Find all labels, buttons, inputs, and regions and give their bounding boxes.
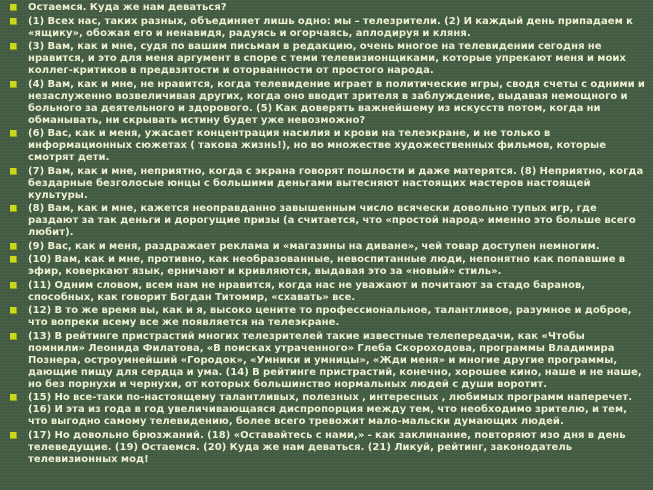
paragraph-text: (3) Вам, как и мне, судя по вашим письмам в редакцию, очень многое на телевидении сегодня не нравится, и это для меня аргумент в споре с теми телевизионщиками, которые упрекают меня и моих коллег-критиков в предвзятости и оторванности от простого народа. xyxy=(28,41,626,76)
square-bullet-icon xyxy=(10,43,17,50)
paragraph-text: (10) Вам, как и мне, противно, как необразованные, невоспитанные люди, непонятно как попавшие в эфир, коверкают язык, ерничают и кривляются, выдавая это за «новый» стиль». xyxy=(28,254,626,277)
paragraph-4 xyxy=(8,128,645,164)
paragraph-text: (9) Вас, как и меня, раздражает реклама и «магазины на диване», чей товар доступен немногим. xyxy=(28,240,600,252)
paragraph-10 xyxy=(8,305,645,329)
paragraph-11 xyxy=(8,331,645,391)
paragraph-text: (13) В рейтинге пристрастий многих телезрителей такие известные телепередачи, как «Чтобы помнили» Леонида Филатова, «В поисках утраченного» Глеба Скороходова, программы Владимира Познера, остроумнейший «Городок», «Умники и умницы», «Жди меня» и многие другие программы, дающие пищу для сердца и ума. (14) В рейтинге пристрастий, конечно, хорошее кино, наше и не наше, но без порнухи и чернухи, от которых большинство нормальных людей с души воротит. xyxy=(28,330,642,390)
paragraph-text: Остаемся. Куда же нам деваться? xyxy=(28,2,227,13)
paragraph-text: (11) Одним словом, всем нам не нравится, когда нас не уважают и почитают за стадо баранов, способных, как говорит Богдан Титомир, «схавать» все. xyxy=(28,279,586,303)
paragraph-2 xyxy=(8,41,645,77)
paragraph-text: (15) Но все-таки по-настоящему талантливых, полезных , интересных , любимых программ наперечет. (16) И эта из года в год увеличивающаяся диспропорция между тем, что необходимо зрителю, и тем, что выгодно самому телевидению, более всего тревожит мало-мальски думающих людей. xyxy=(28,392,633,427)
square-bullet-icon xyxy=(10,205,17,212)
square-bullet-icon xyxy=(10,307,17,314)
paragraph-9 xyxy=(8,280,645,304)
paragraph-text: (17) Но довольно брюзжаний. (18) «Оставайтесь с нами,» - как заклинание, повторяют изо дня в день телеведущие. (19) Остаемся. (20) Куда же нам деваться. (21) Ликуй, рейтинг, законодатель телевизионных мод! xyxy=(28,429,626,465)
paragraph-6 xyxy=(8,203,645,239)
square-bullet-icon xyxy=(10,432,17,439)
paragraph-text: (8) Вам, как и мне, кажется неоправданно завышенным число всячески довольно тупых игр, где раздают за так деньги и дорогущие призы (а считается, что «простой народ» именно это больше всего любит). xyxy=(28,203,636,238)
paragraph-3 xyxy=(8,79,645,127)
square-bullet-icon xyxy=(10,18,17,25)
paragraph-text: (1) Всех нас, таких разных, объединяет лишь одно: мы – телезрители. (2) И каждый день припадаем к «ящику», обожая его и ненавидя, радуясь и огорчаясь, аплодируя и кляня. xyxy=(28,15,633,39)
paragraph-8 xyxy=(8,254,645,278)
paragraph-12 xyxy=(8,392,645,428)
square-bullet-icon xyxy=(10,282,17,289)
paragraph-text: (7) Вам, как и мне, неприятно, когда с экрана говорят пошлости и даже матерятся. (8) Неприятно, когда бездарные безголосые юнцы с большими деньгами вытесняют настоящих мастеров настоящей культуры. xyxy=(28,165,644,201)
paragraph-0 xyxy=(8,2,645,14)
paragraph-7 xyxy=(8,241,645,253)
square-bullet-icon xyxy=(10,130,17,137)
paragraph-text: (12) В то же время вы, как и я, высоко цените то профессиональное, талантливое, разумное и доброе, что вопреки всему все же появляется на телеэкране. xyxy=(28,305,632,328)
square-bullet-icon xyxy=(10,81,17,88)
square-bullet-icon xyxy=(10,168,17,175)
square-bullet-icon xyxy=(10,333,17,340)
square-bullet-icon xyxy=(10,394,17,401)
square-bullet-icon xyxy=(10,243,17,250)
paragraph-13 xyxy=(8,430,645,466)
paragraph-1 xyxy=(8,16,645,40)
square-bullet-icon xyxy=(10,4,17,11)
square-bullet-icon xyxy=(10,256,17,263)
paragraph-text: (6) Вас, как и меня, ужасает концентрация насилия и крови на телеэкране, и не только в информационных сюжетах ( такова жизнь!), но во множестве художественных фильмов, которые смотрят дети. xyxy=(28,128,607,163)
paragraph-5 xyxy=(8,166,645,202)
paragraph-text: (4) Вам, как и мне, не нравится, когда телевидение играет в политические игры, сводя счеты с одними и незаслуженно возвеличивая других, когда оно вводит зрителя в заблуждение, выдавая немощного и больного за деятельного и здорового. (5) Как доверять важнейшему из искусств потом, когда ни обманывать, ни скрывать истину будет уже невозможно? xyxy=(28,78,645,126)
